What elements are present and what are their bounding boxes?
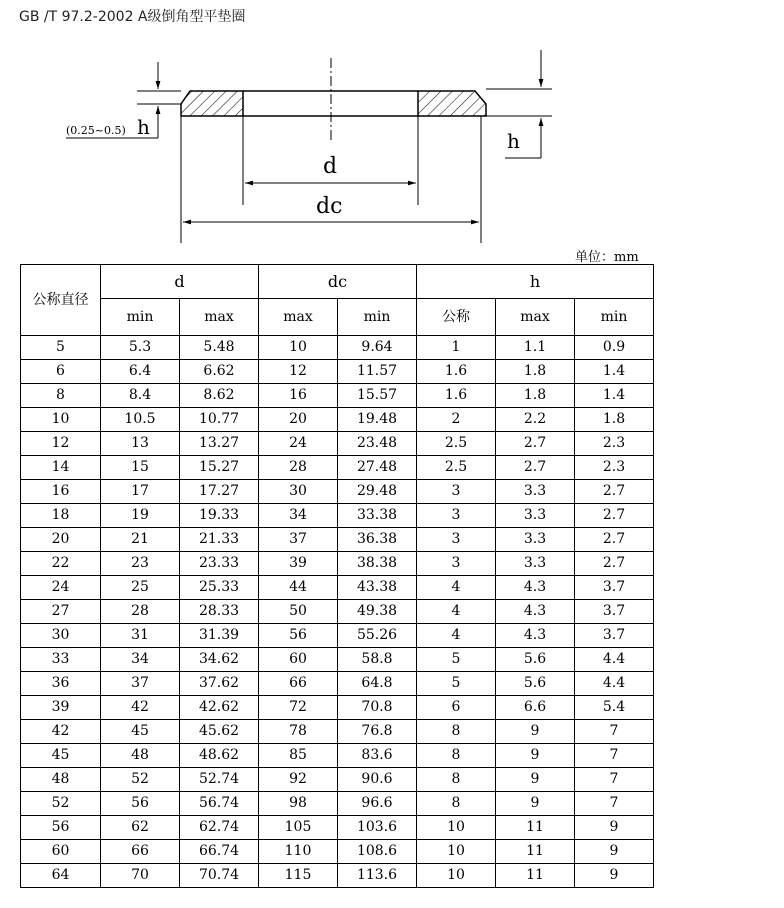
table-cell: 98 <box>259 792 338 816</box>
table-cell: 6.6 <box>496 696 575 720</box>
table-cell: 9 <box>575 816 654 840</box>
header-d-max: max <box>180 299 259 336</box>
table-cell: 3 <box>417 480 496 504</box>
table-cell: 66 <box>101 840 180 864</box>
table-cell: 96.6 <box>338 792 417 816</box>
table-cell: 1.4 <box>575 384 654 408</box>
header-dc: dc <box>259 265 417 299</box>
table-cell: 30 <box>259 480 338 504</box>
table-cell: 105 <box>259 816 338 840</box>
table-cell: 4 <box>417 600 496 624</box>
table-cell: 23.33 <box>180 552 259 576</box>
table-cell: 90.6 <box>338 768 417 792</box>
table-cell: 1.4 <box>575 360 654 384</box>
table-cell: 24 <box>259 432 338 456</box>
table-cell: 3.7 <box>575 576 654 600</box>
table-cell: 3.7 <box>575 624 654 648</box>
table-cell: 52.74 <box>180 768 259 792</box>
table-cell: 103.6 <box>338 816 417 840</box>
table-row <box>21 480 654 504</box>
table-body <box>21 336 654 888</box>
table-cell: 9 <box>496 768 575 792</box>
table-cell: 6 <box>21 360 101 384</box>
table-cell: 113.6 <box>338 864 417 888</box>
table-cell: 19 <box>101 504 180 528</box>
table-cell: 0.9 <box>575 336 654 360</box>
table-cell: 42 <box>21 720 101 744</box>
table-cell: 9 <box>575 840 654 864</box>
header-h-nominal: 公称 <box>417 299 496 336</box>
table-cell: 37 <box>101 672 180 696</box>
table-cell: 8 <box>417 720 496 744</box>
table-cell: 9.64 <box>338 336 417 360</box>
table-cell: 55.26 <box>338 624 417 648</box>
table-cell: 2.2 <box>496 408 575 432</box>
header-nominal-diameter: 公称直径 <box>21 265 101 336</box>
table-cell: 33 <box>21 648 101 672</box>
table-cell: 7 <box>575 720 654 744</box>
table-cell: 30 <box>21 624 101 648</box>
table-cell: 7 <box>575 744 654 768</box>
table-cell: 24 <box>21 576 101 600</box>
table-cell: 42.62 <box>180 696 259 720</box>
header-h-min: min <box>575 299 654 336</box>
table-cell: 3.3 <box>496 552 575 576</box>
table-cell: 64 <box>21 864 101 888</box>
table-cell: 66.74 <box>180 840 259 864</box>
table-cell: 6 <box>417 696 496 720</box>
table-cell: 48.62 <box>180 744 259 768</box>
table-cell: 1.8 <box>496 360 575 384</box>
table-cell: 9 <box>496 744 575 768</box>
table-cell: 5 <box>417 648 496 672</box>
table-cell: 5.3 <box>101 336 180 360</box>
table-cell: 36.38 <box>338 528 417 552</box>
label-d: d <box>323 154 338 179</box>
table-cell: 6.62 <box>180 360 259 384</box>
spec-table <box>20 264 654 888</box>
table-row <box>21 624 654 648</box>
table-cell: 2.7 <box>575 480 654 504</box>
table-cell: 70 <box>101 864 180 888</box>
table-cell: 7 <box>575 792 654 816</box>
table-cell: 4.4 <box>575 672 654 696</box>
table-cell: 60 <box>259 648 338 672</box>
table-cell: 2.7 <box>575 528 654 552</box>
table-cell: 11 <box>496 864 575 888</box>
table-cell: 37 <box>259 528 338 552</box>
label-dc: dc <box>316 194 343 219</box>
table-cell: 8.4 <box>101 384 180 408</box>
table-row <box>21 408 654 432</box>
table-cell: 28 <box>101 600 180 624</box>
table-cell: 8 <box>417 768 496 792</box>
table-cell: 42 <box>101 696 180 720</box>
table-cell: 3 <box>417 552 496 576</box>
table-cell: 2.7 <box>496 456 575 480</box>
table-cell: 62 <box>101 816 180 840</box>
table-cell: 5.48 <box>180 336 259 360</box>
table-cell: 10 <box>259 336 338 360</box>
table-cell: 8 <box>21 384 101 408</box>
table-row <box>21 744 654 768</box>
table-cell: 6.4 <box>101 360 180 384</box>
table-cell: 4.3 <box>496 576 575 600</box>
table-cell: 10.77 <box>180 408 259 432</box>
table-cell: 34 <box>259 504 338 528</box>
table-cell: 10 <box>21 408 101 432</box>
table-cell: 3 <box>417 528 496 552</box>
table-cell: 56 <box>21 816 101 840</box>
table-cell: 15 <box>101 456 180 480</box>
table-cell: 12 <box>21 432 101 456</box>
table-cell: 8 <box>417 792 496 816</box>
table-cell: 34.62 <box>180 648 259 672</box>
table-row <box>21 696 654 720</box>
table-cell: 1.1 <box>496 336 575 360</box>
table-cell: 4.3 <box>496 624 575 648</box>
table-cell: 31 <box>101 624 180 648</box>
table-cell: 17.27 <box>180 480 259 504</box>
table-cell: 27.48 <box>338 456 417 480</box>
washer-section <box>181 91 486 116</box>
label-h-right: h <box>507 129 520 153</box>
table-cell: 92 <box>259 768 338 792</box>
page-title: GB /T 97.2-2002 A级倒角型平垫圈 <box>19 9 246 25</box>
table-cell: 108.6 <box>338 840 417 864</box>
table-cell: 5.6 <box>496 648 575 672</box>
table-cell: 36 <box>21 672 101 696</box>
table-row <box>21 360 654 384</box>
unit-label: 单位：mm <box>575 250 639 265</box>
header-dc-min: min <box>338 299 417 336</box>
table-cell: 19.48 <box>338 408 417 432</box>
table-cell: 25 <box>101 576 180 600</box>
table-cell: 13 <box>101 432 180 456</box>
table-cell: 1 <box>417 336 496 360</box>
table-cell: 4 <box>417 576 496 600</box>
table-cell: 38.38 <box>338 552 417 576</box>
table-cell: 17 <box>101 480 180 504</box>
table-cell: 10.5 <box>101 408 180 432</box>
table-row <box>21 792 654 816</box>
table-cell: 9 <box>496 792 575 816</box>
table-row <box>21 432 654 456</box>
table-row <box>21 336 654 360</box>
table-cell: 4 <box>417 624 496 648</box>
table-cell: 27 <box>21 600 101 624</box>
table-cell: 72 <box>259 696 338 720</box>
header-h-max: max <box>496 299 575 336</box>
table-cell: 33.38 <box>338 504 417 528</box>
table-cell: 50 <box>259 600 338 624</box>
table-cell: 83.6 <box>338 744 417 768</box>
table-cell: 1.6 <box>417 360 496 384</box>
table-row <box>21 384 654 408</box>
table-cell: 52 <box>21 792 101 816</box>
table-cell: 44 <box>259 576 338 600</box>
table-cell: 9 <box>575 864 654 888</box>
table-cell: 5.6 <box>496 672 575 696</box>
table-cell: 48 <box>21 768 101 792</box>
header-dc-max: max <box>259 299 338 336</box>
table-cell: 37.62 <box>180 672 259 696</box>
table-cell: 115 <box>259 864 338 888</box>
table-cell: 62.74 <box>180 816 259 840</box>
table-cell: 5.4 <box>575 696 654 720</box>
table-cell: 8.62 <box>180 384 259 408</box>
table-row <box>21 504 654 528</box>
table-cell: 13.27 <box>180 432 259 456</box>
table-row <box>21 456 654 480</box>
table-row <box>21 720 654 744</box>
table-cell: 16 <box>21 480 101 504</box>
table-cell: 28.33 <box>180 600 259 624</box>
header-d: d <box>101 265 259 299</box>
table-cell: 1.6 <box>417 384 496 408</box>
table-cell: 60 <box>21 840 101 864</box>
table-cell: 12 <box>259 360 338 384</box>
table-cell: 58.8 <box>338 648 417 672</box>
table-cell: 3.7 <box>575 600 654 624</box>
table-cell: 4.3 <box>496 600 575 624</box>
table-cell: 49.38 <box>338 600 417 624</box>
table-cell: 22 <box>21 552 101 576</box>
table-row <box>21 552 654 576</box>
label-chamfer: (0.25~0.5) <box>66 124 126 137</box>
table-cell: 45 <box>21 744 101 768</box>
table-cell: 29.48 <box>338 480 417 504</box>
table-cell: 48 <box>101 744 180 768</box>
table-cell: 15.27 <box>180 456 259 480</box>
table-cell: 20 <box>21 528 101 552</box>
table-cell: 18 <box>21 504 101 528</box>
table-cell: 9 <box>496 720 575 744</box>
table-cell: 11 <box>496 840 575 864</box>
table-cell: 39 <box>21 696 101 720</box>
table-row <box>21 816 654 840</box>
table-cell: 2.5 <box>417 456 496 480</box>
table-cell: 76.8 <box>338 720 417 744</box>
table-cell: 16 <box>259 384 338 408</box>
table-cell: 25.33 <box>180 576 259 600</box>
table-cell: 34 <box>101 648 180 672</box>
table-cell: 2.3 <box>575 456 654 480</box>
table-cell: 64.8 <box>338 672 417 696</box>
table-cell: 10 <box>417 816 496 840</box>
table-cell: 1.8 <box>575 408 654 432</box>
table-cell: 85 <box>259 744 338 768</box>
header-d-min: min <box>101 299 180 336</box>
table-row <box>21 576 654 600</box>
table-cell: 45.62 <box>180 720 259 744</box>
table-cell: 110 <box>259 840 338 864</box>
table-cell: 2.3 <box>575 432 654 456</box>
table-cell: 10 <box>417 840 496 864</box>
table-row <box>21 768 654 792</box>
table-cell: 45 <box>101 720 180 744</box>
table-cell: 2.7 <box>575 552 654 576</box>
table-cell: 2.7 <box>496 432 575 456</box>
table-cell: 56.74 <box>180 792 259 816</box>
table-cell: 8 <box>417 744 496 768</box>
table-cell: 21.33 <box>180 528 259 552</box>
table-cell: 3.3 <box>496 480 575 504</box>
table-cell: 11.57 <box>338 360 417 384</box>
table-cell: 52 <box>101 768 180 792</box>
table-cell: 3 <box>417 504 496 528</box>
table-row <box>21 672 654 696</box>
table-row <box>21 864 654 888</box>
table-cell: 1.8 <box>496 384 575 408</box>
table-cell: 19.33 <box>180 504 259 528</box>
table-row <box>21 648 654 672</box>
table-row <box>21 840 654 864</box>
table-row <box>21 600 654 624</box>
table-cell: 3.3 <box>496 504 575 528</box>
table-cell: 5 <box>21 336 101 360</box>
table-cell: 14 <box>21 456 101 480</box>
table-cell: 23 <box>101 552 180 576</box>
table-cell: 21 <box>101 528 180 552</box>
table-cell: 43.38 <box>338 576 417 600</box>
table-row <box>21 528 654 552</box>
table-cell: 2.5 <box>417 432 496 456</box>
table-cell: 56 <box>259 624 338 648</box>
table-cell: 7 <box>575 768 654 792</box>
table-cell: 2.7 <box>575 504 654 528</box>
table-cell: 4.4 <box>575 648 654 672</box>
table-cell: 3.3 <box>496 528 575 552</box>
label-h-left: h <box>137 115 150 139</box>
washer-drawing <box>0 0 784 250</box>
table-cell: 31.39 <box>180 624 259 648</box>
table-cell: 56 <box>101 792 180 816</box>
table-cell: 2 <box>417 408 496 432</box>
table-cell: 11 <box>496 816 575 840</box>
table-cell: 66 <box>259 672 338 696</box>
header-h: h <box>417 265 654 299</box>
table-cell: 15.57 <box>338 384 417 408</box>
table-cell: 70.8 <box>338 696 417 720</box>
table-cell: 20 <box>259 408 338 432</box>
table-cell: 39 <box>259 552 338 576</box>
table-cell: 70.74 <box>180 864 259 888</box>
table-cell: 23.48 <box>338 432 417 456</box>
table-cell: 5 <box>417 672 496 696</box>
table-cell: 28 <box>259 456 338 480</box>
table-cell: 78 <box>259 720 338 744</box>
table-cell: 10 <box>417 864 496 888</box>
